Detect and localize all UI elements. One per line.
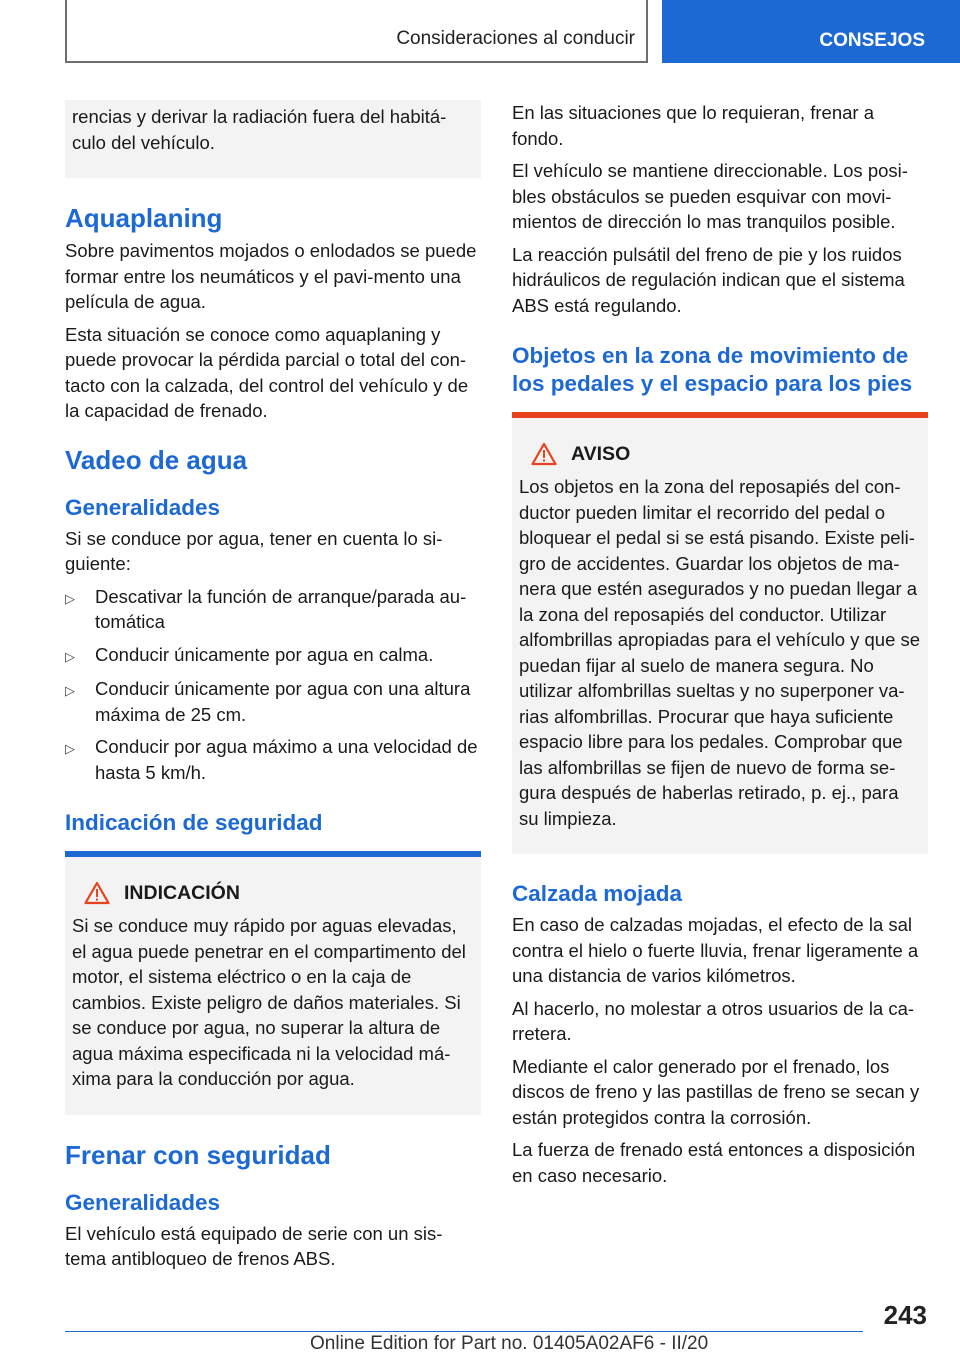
calzada-paragraph: Al hacerlo, no molestar a otros usuarios de la ca-rretera. [512,997,915,1044]
list-item: ▷ Conducir únicamente por agua con una altura máxima de 25 cm. [65,676,481,727]
notice-text: Si se conduce muy rápido por aguas elevadas, el agua puede penetrar en el compartimento del motor, el sistema eléctrico o en la caja de cambios. Existe peligro de daños materiales. Si se conduce por agua, no superar la altura de agua máxima especificada ni la velocidad má-xima para la conducción por agua. [72,915,466,1089]
left-column [65,100,481,1279]
right-column [512,100,928,1195]
warning-title: AVISO [571,442,631,465]
page-number: 243 [883,1300,927,1330]
footer-edition: Online Edition for Part no. 01405A02AF6 - II/20 [310,1333,709,1354]
notice-box [65,851,481,1115]
list-item: ▷ Conducir únicamente por agua en calma. [65,642,481,670]
heading-seguridad: Indicación de seguridad [65,810,323,835]
heading-frenar: Frenar con seguridad [65,1139,331,1170]
triangle-right-icon: ▷ [65,741,75,756]
notice-title-row [84,881,474,905]
heading-aquaplaning: Aquaplaning [65,203,223,233]
list-item: ▷ Conducir por agua máximo a una velocidad de hasta 5 km/h. [65,734,481,785]
triangle-right-icon: ▷ [65,683,75,698]
section-title: Consideraciones al conducir [396,28,635,49]
aquaplaning-paragraph: Sobre pavimentos mojados o enlodados se puede formar entre los neumáticos y el pavi-mento una película de agua. [65,240,477,312]
abs-paragraph: En las situaciones que lo requieran, frenar a fondo. [512,102,874,149]
calzada-paragraph: En caso de calzadas mojadas, el efecto de la sal contra el hielo o fuerte lluvia, frenar ligeramente a una distancia de varios kilómetros. [512,914,919,986]
chapter-tab[interactable]: CONSEJOS [662,0,960,63]
triangle-right-icon: ▷ [65,648,75,664]
subheading-generalidades: Generalidades [65,494,221,520]
aquaplaning-paragraph: Esta situación se conoce como aquaplaning y puede provocar la pérdida parcial o total del con-tacto con la calzada, del control del vehículo y de la capacidad de frenado. [65,323,469,421]
frenar-paragraph: El vehículo está equipado de serie con un sis-tema antibloqueo de frenos ABS. [65,1222,443,1269]
calzada-paragraph: Mediante el calor generado por el frenado, los discos de freno y las pastillas de freno se secan y están protegidos contra la corrosión. [512,1055,920,1128]
intro-text: rencias y derivar la radiación fuera del habitá-culo del vehículo. [72,106,447,153]
warning-box [512,412,928,854]
warning-text: Los objetos en la zona del reposapiés del con-ductor pueden limitar el recorrido del pedal o bloquear el pedal si se está pisando. Existe peli-gro de accidentes. Guardar los objetos de ma-nera que estén asegurados y no puedan llegar a la zona del reposapiés del conductor. Utilizar alfombrillas apropiadas para el vehículo y que se puedan fijar al suelo de manera segura. No utilizar alfombrillas sueltas y no superponer va-rias alfombrillas. Procurar que haya suficiente espacio libre para los pedales. Comprobar que las alfombrillas se fijen de nuevo de forma se-gura después de haberlas retirado, p. ej., para su limpieza. [519,476,921,829]
list-item: ▷ Descativar la función de arranque/parada au-tomática [65,584,481,635]
abs-paragraph: El vehículo se mantiene direccionable. Los posi-bles obstáculos se pueden esquivar con movi-mientos de dirección lo mas tranquilos posible. [512,160,908,232]
vadeo-bullet-list [65,584,481,786]
triangle-right-icon: ▷ [65,590,75,606]
notice-title: INDICACIÓN [124,881,240,904]
vadeo-intro: Si se conduce por agua, tener en cuenta lo si-guiente: [65,527,443,574]
calzada-paragraph: La fuerza de frenado está entonces a disposición en caso necesario. [512,1139,916,1186]
heading-objetos: Objetos en la zona de movimiento de los pedales y el espacio para los pies [512,343,913,396]
intro-box [65,100,481,178]
heading-vadeo: Vadeo de agua [65,444,248,475]
footer-divider [65,1331,863,1332]
warning-title-row [531,442,921,466]
warning-triangle-icon [84,881,110,905]
subheading-generalidades: Generalidades [65,1189,221,1215]
heading-calzada: Calzada mojada [512,881,683,906]
abs-paragraph: La reacción pulsátil del freno de pie y los ruidos hidráulicos de regulación indican que el sistema ABS está regulando. [512,243,905,316]
warning-triangle-icon [531,442,557,466]
